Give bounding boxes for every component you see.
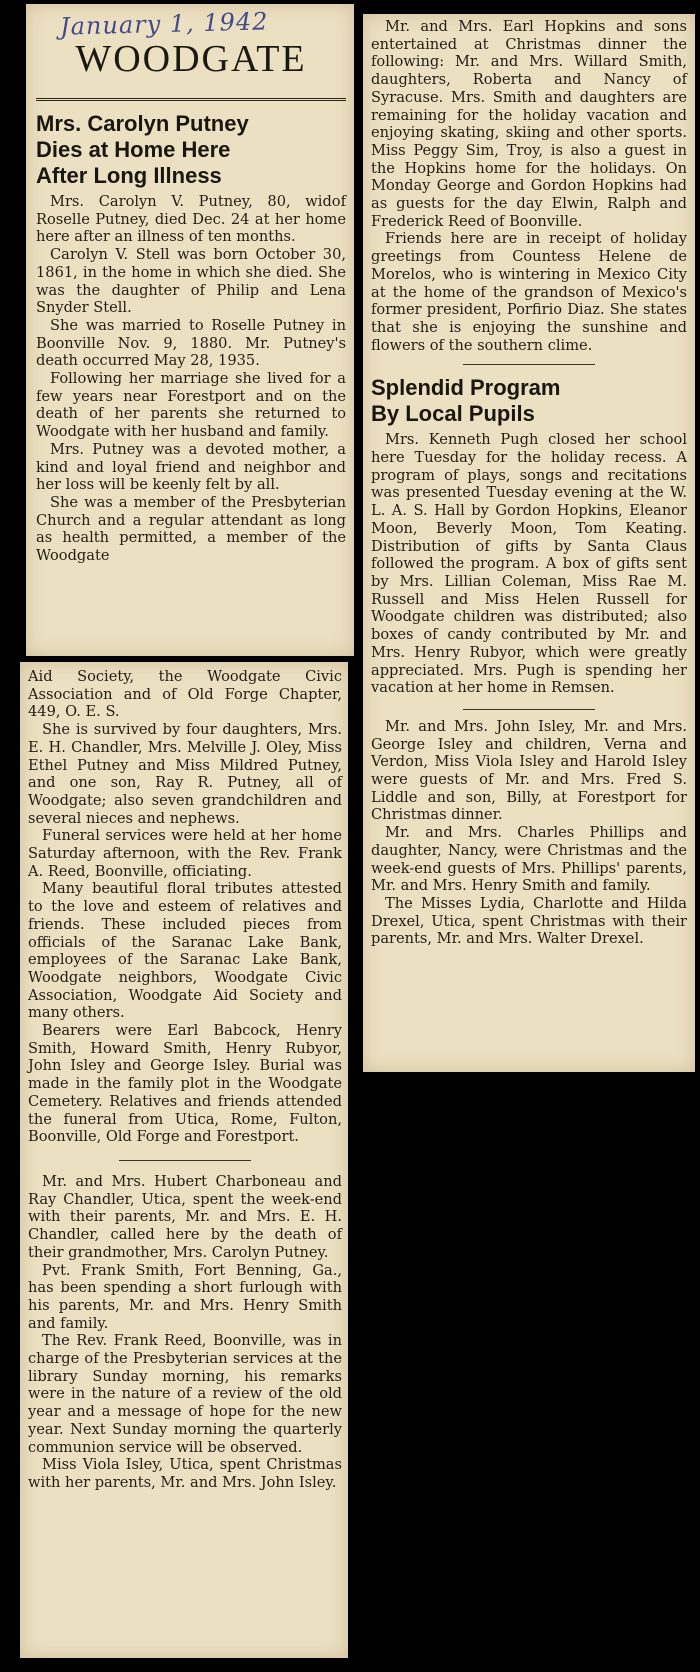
paragraph: Aid Society, the Woodgate Civic Association and of Old Forge Chapter, 449, O. E. S. xyxy=(28,668,342,721)
paragraph: She is survived by four daughters, Mrs. E. H. Chandler, Mrs. Melville J. Oley, Miss Ethel Putney and Miss Mildred Putney, and one son, Ray R. Putney, all of Woodgate; also seven grandchildren and several nieces and nephews. xyxy=(28,721,342,827)
paragraph: Mrs. Carolyn V. Putney, 80, widof Roselle Putney, died Dec. 24 at her home here after an illness of ten months. xyxy=(36,193,346,246)
putney-headline xyxy=(36,111,346,189)
headline-line: Dies at Home Here xyxy=(36,137,231,162)
news-item: The Rev. Frank Reed, Boonville, was in charge of the Presbyterian services at the library Sunday morning, his remarks were in the nature of a review of the old year and a message of hope for the new year. Next Sunday morning the quarterly communion service will be observed. xyxy=(28,1332,342,1456)
masthead: WOODGATE xyxy=(75,38,307,80)
headline-line: After Long Illness xyxy=(36,163,222,188)
paragraph: Funeral services were held at her home Saturday afternoon, with the Rev. Frank A. Reed, Boonville, officiating. xyxy=(28,827,342,880)
news-item: Mr. and Mrs. Hubert Charboneau and Ray Chandler, Utica, spent the week-end with their parents, Mr. and Mrs. E. H. Chandler, called here by the death of their grandmother, Mrs. Carolyn Putney. xyxy=(28,1172,342,1261)
paragraph: Bearers were Earl Babcock, Henry Smith, Howard Smith, Henry Rubyor, John Isley and George Isley. Burial was made in the family plot in the Woodgate Cemetery. Relatives and friends attended the funeral from Utica, Rome, Fulton, Boonville, Old Forge and Forestport. xyxy=(28,1022,342,1146)
paragraph: Many beautiful floral tributes attested to the love and esteem of relatives and friends. These included pieces from officials of the Saranac Lake Bank, employees of the Saranac Lake Bank, Woodgate neighbors, Woodgate Civic Association, Woodgate Aid Society and many others. xyxy=(28,880,342,1022)
paragraph: Carolyn V. Stell was born October 30, 1861, in the home in which she died. She was the daughter of Philip and Lena Snyder Stell. xyxy=(36,246,346,317)
news-item: Friends here are in receipt of holiday greetings from Countess Helene de Morelos, who is wintering in Mexico City at the home of the grandson of Mexico's former president, Porfirio Diaz. She states that she is enjoying the sunshine and flowers of the southern clime. xyxy=(371,230,687,354)
headline-line: Mrs. Carolyn Putney xyxy=(36,111,249,136)
news-item: Miss Viola Isley, Utica, spent Christmas with her parents, Mr. and Mrs. John Isley. xyxy=(28,1456,342,1491)
paragraph: She was married to Roselle Putney in Boonville Nov. 9, 1880. Mr. Putney's death occurred May 28, 1935. xyxy=(36,316,346,370)
clipping-top-left xyxy=(26,4,354,656)
clipping-right xyxy=(363,14,695,1072)
paragraph: She was a member of the Presbyterian Church and a regular attendant as long as health permitted, a member of the Woodgate xyxy=(36,493,346,565)
paragraph: Following her marriage she lived for a few years near Forestport and on the death of her parents she returned to Woodgate with her husband and family. xyxy=(36,370,346,441)
program-headline xyxy=(371,375,687,427)
paragraph: Mrs. Putney was a devoted mother, a kind and loyal friend and neighbor and her loss will be keenly felt by all. xyxy=(36,440,346,494)
section-divider xyxy=(463,709,596,710)
clipping-bottom-left xyxy=(20,662,348,1658)
news-item: Pvt. Frank Smith, Fort Benning, Ga., has been spending a short furlough with his parents, Mr. and Mrs. Henry Smith and family. xyxy=(28,1261,342,1332)
news-item: Mr. and Mrs. John Isley, Mr. and Mrs. George Isley and children, Verna and Verdon, Miss Viola Isley and Harold Isley were guests of Mr. and Mrs. Fred S. Liddle and son, Billy, at Forestport for Christmas dinner. xyxy=(371,717,687,824)
news-item: Mr. and Mrs. Charles Phillips and daughter, Nancy, were Christmas and the week-end guests of Mrs. Phillips' parents, Mr. and Mrs. Henry Smith and family. xyxy=(371,824,687,895)
headline-line: Splendid Program xyxy=(371,375,561,401)
news-item: Mr. and Mrs. Earl Hopkins and sons entertained at Christmas dinner the following: Mr. and Mrs. Willard Smith, daughters, Roberta and Nancy of Syracuse. Mrs. Smith and daughters are remaining for the holiday vacation and enjoying skating, skiing and other sports. Miss Peggy Sim, Troy, is also a guest in the Hopkins home for the holidays. On Monday George and Gordon Hopkins had as guests for the day Elwin, Ralph and Frederick Reed of Boonville. xyxy=(371,18,687,230)
news-item: The Misses Lydia, Charlotte and Hilda Drexel, Utica, spent Christmas with their parents, Mr. and Mrs. Walter Drexel. xyxy=(371,894,687,948)
section-divider xyxy=(463,364,596,365)
paragraph: Mrs. Kenneth Pugh closed her school here Tuesday for the holiday recess. A program of plays, songs and recitations was presented Tuesday evening at the W. L. A. S. Hall by Gordon Hopkins, Eleanor Moon, Beverly Moon, Tom Keating. Distribution of gifts by Santa Claus followed the program. A box of gifts sent by Mrs. Lillian Coleman, Miss Rae M. Russell and Miss Helen Russell for Woodgate children was distributed; also boxes of candy contributed by Mr. and Mrs. Henry Rubyor, which were greatly appreciated. Mrs. Pugh is spending her vacation at her home in Remsen. xyxy=(371,431,687,697)
handwritten-date: January 1, 1942 xyxy=(59,7,269,41)
section-divider xyxy=(119,1160,251,1161)
headline-line: By Local Pupils xyxy=(371,401,535,427)
masthead-rule xyxy=(36,98,346,101)
